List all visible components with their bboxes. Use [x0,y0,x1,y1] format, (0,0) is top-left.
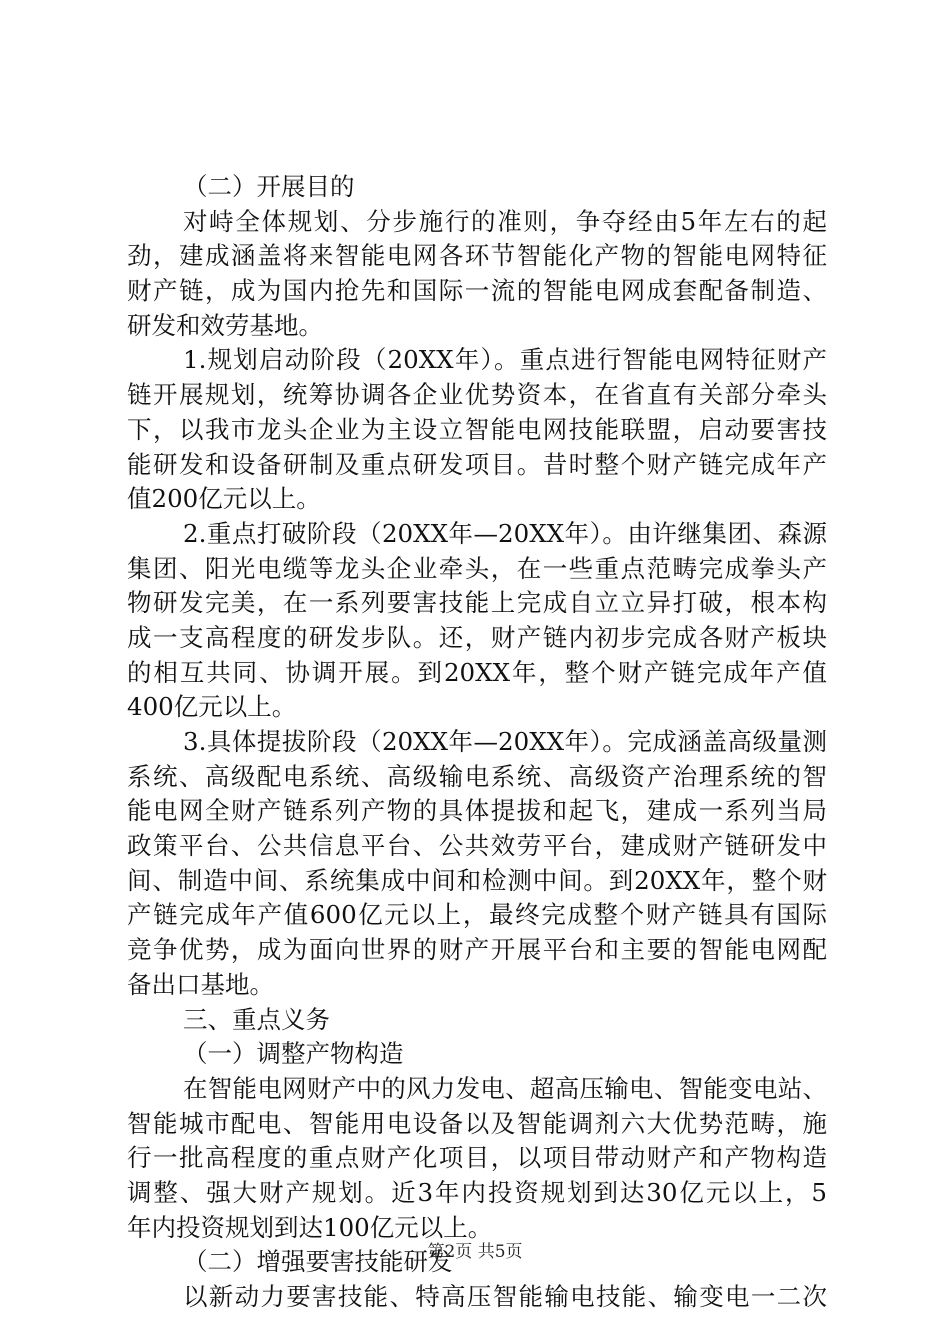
text-line: 的相互共同、协调开展。到20XX年，整个财产链完成年产值 [127,657,827,687]
page-footer: 第2页 共5页 [427,1242,523,1262]
text-line: 三、重点义务 [183,1004,330,1034]
text-line: 下，以我市龙头企业为主设立智能电网技能联盟，启动要害技 [127,414,827,444]
text-line: 备出口基地。 [127,969,274,999]
text-line: 产链完成年产值600亿元以上，最终完成整个财产链具有国际 [127,900,827,930]
text-line: 能电网全财产链系列产物的具体提拔和起飞，建成一系列当局 [127,796,827,826]
text-line: 集团、阳光电缆等龙头企业牵头，在一些重点范畴完成拳头产 [127,553,827,583]
text-line: 在智能电网财产中的风力发电、超高压输电、智能变电站、 [183,1073,827,1103]
text-line: 年内投资规划到达100亿元以上。 [127,1212,493,1242]
text-line: 值200亿元以上。 [127,484,321,514]
text-line: 3.具体提拔阶段（20XX年—20XX年）。完成涵盖高级量测 [183,727,827,756]
text-line: 链开展规划，统筹协调各企业优势资本，在省直有关部分牵头 [127,380,827,410]
text-line: 政策平台、公共信息平台、公共效劳平台，建成财产链研发中 [127,831,827,861]
text-line: （二）开展目的 [183,172,355,201]
text-line: 系统、高级配电系统、高级输电系统、高级资产治理系统的智 [127,761,827,791]
text-line: （二）增强要害技能研发 [183,1247,453,1277]
text-line: 研发和效劳基地。 [127,310,323,340]
text-line: 物研发完美，在一系列要害技能上完成自立立异打破，根本构 [127,588,827,618]
text-line: 间、制造中间、系统集成中间和检测中间。到20XX年，整个财 [127,865,827,895]
text-line: 对峙全体规划、分步施行的准则，争夺经由5年左右的起 [183,206,827,236]
text-line: （一）调整产物构造 [183,1039,404,1069]
document-body [127,170,827,1315]
text-line: 财产链，成为国内抢先和国际一流的智能电网成套配备制造、 [127,276,827,306]
text-line: 成一支高程度的研发步队。还，财产链内初步完成各财产板块 [127,622,827,652]
text-line: 竞争优势，成为面向世界的财产开展平台和主要的智能电网配 [127,935,827,965]
text-line: 以新动力要害技能、特高压智能输电技能、输变电一二次 [183,1282,827,1311]
text-line: 行一批高程度的重点财产化项目，以项目带动财产和产物构造 [127,1143,827,1173]
text-line: 2.重点打破阶段（20XX年—20XX年）。由许继集团、森源 [183,518,827,548]
text-line: 能研发和设备研制及重点研发项目。昔时整个财产链完成年产 [127,449,827,479]
text-line: 1.规划启动阶段（20XX年）。重点进行智能电网特征财产 [183,345,827,375]
text-line: 智能城市配电、智能用电设备以及智能调剂六大优势范畴，施 [127,1108,827,1138]
text-line: 劲，建成涵盖将来智能电网各环节智能化产物的智能电网特征 [127,241,827,271]
text-line: 400亿元以上。 [127,692,297,722]
text-line: 调整、强大财产规划。近3年内投资规划到达30亿元以上，5 [127,1177,827,1207]
